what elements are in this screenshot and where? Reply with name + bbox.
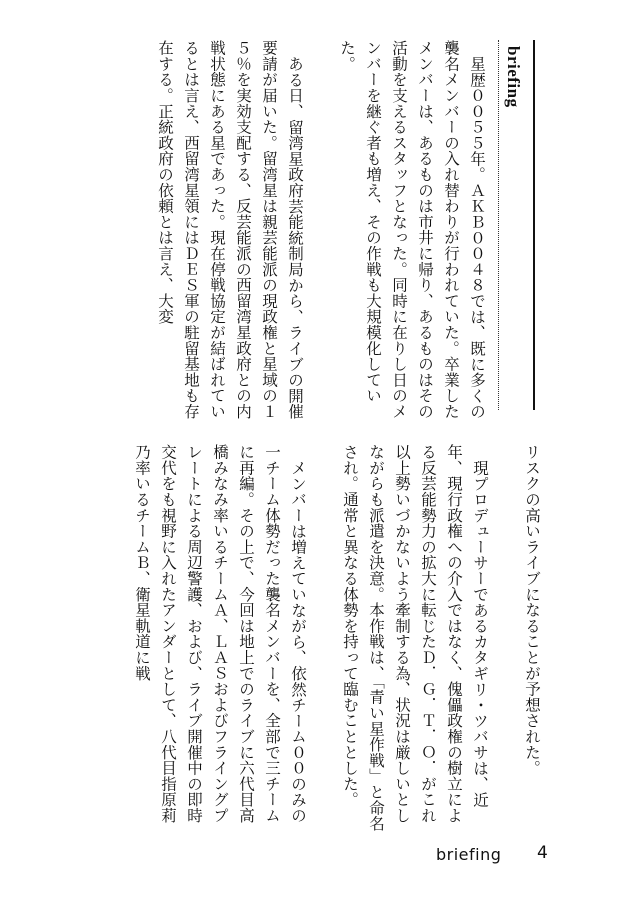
section-header	[498, 40, 535, 410]
paragraph-5: メンバーは増えていながら、依然チーム００のみの一チーム体勢だった襲名メンバーを、全部で三チームに再編。その上で、今回は地上でのライブに六代目高橋みなみ率いるチームＡ、ＬＡＳおよびフライングプレートによる周辺警護、および、ライブ開催中の即時交代をも視野に入れたアンダーとして、八代目指原莉乃率いるチームＢ、衛星軌道に戦	[133, 444, 307, 824]
page-number: 4	[537, 843, 548, 863]
paragraph-2: ある日、留湾星政府芸能統制局から、ライブの開催要請が届いた。留湾星は親芸能派の現政権と星域の１５％を実効支配する、反芸能派の西留湾星政府との内戦状態にある星であった。現在停戦協定が結ばれているとは言え、西留湾星領にはＤＥＳ軍の駐留基地も存在する。正統政府の依頼とは言え、大変	[156, 40, 304, 420]
footer-section-label: briefing	[436, 845, 502, 864]
paragraph-1: 星歴００５５年。ＡＫＢ００４８では、既に多くの襲名メンバーの入れ替わりが行われていた。卒業したメンバーは、あるものは市井に帰り、あるものはその活動を支えるスタッフとなった。同時に在りし日のメンバーを継ぐ者も増え、その作戦も大規模化していた。	[338, 40, 486, 420]
paragraph-4: 現プロデューサーであるカタギリ・ツバサは、近年、現行政権への介入ではなく、傀儡政権の樹立による反芸能勢力の拡大に転じたＤ．Ｇ．Ｔ．Ｏ．がこれ以上勢いづかないよう牽制する為、状況は厳しいとしながらも派遣を決意。本作戦は、「青い星作戦」と命名され。通常と異なる体勢を持って臨むこととした。	[341, 444, 489, 832]
upper-text-block	[105, 40, 490, 424]
lower-text-block	[105, 444, 545, 836]
section-title: briefing	[504, 46, 523, 108]
paragraph-3: リスクの高いライブになることが予想された。	[523, 444, 541, 776]
